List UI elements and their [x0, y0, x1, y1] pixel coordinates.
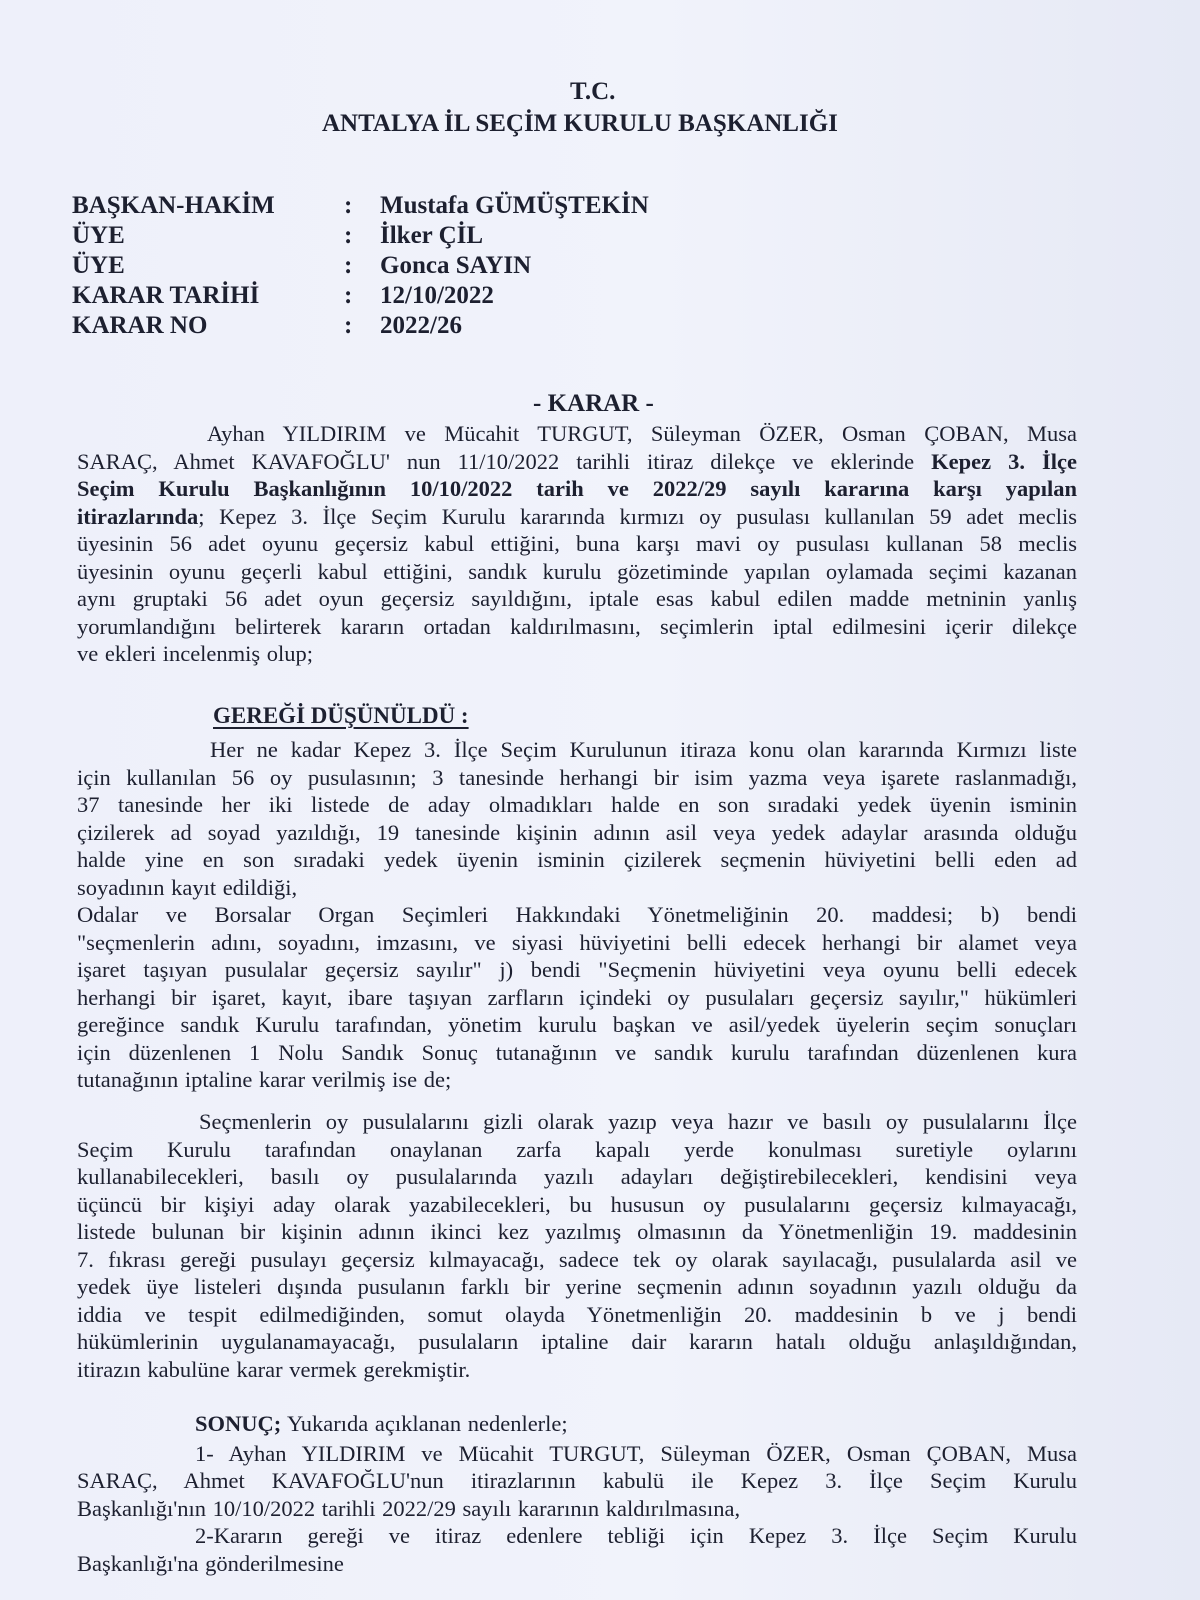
- meta-label: ÜYE: [72, 222, 125, 249]
- text-line: üyesinin oyunu geçerli kabul ettiğini, sandık kurulu gözetiminde yapılan oylamada seçimi kazanan: [77, 558, 1077, 584]
- text-line: ve ekleri incelenmiş olup;: [77, 641, 314, 666]
- meta-label: KARAR NO: [72, 312, 208, 339]
- meta-label: KARAR TARİHİ: [72, 282, 260, 309]
- text-line: 7. fıkrası gereği pusulayı geçersiz kılmayacağı, sadece tek oy olarak sayılacağı, pusulalarda asil ve: [77, 1246, 1077, 1272]
- bold-span: itirazlarında: [77, 503, 199, 529]
- text-line: yorumlandığını belirterek kararın ortadan kaldırılmasını, seçimlerin iptal edilmesini içerir dilekçe: [77, 613, 1077, 639]
- text-line: soyadının kayıt edildiği,: [77, 874, 298, 900]
- text-line: Ayhan YILDIRIM ve Mücahit TURGUT, Süleyman ÖZER, Osman ÇOBAN, Musa: [207, 421, 1077, 446]
- text-line: yedek üye listeleri dışında pusulanın farklı bir yerine seçmenin adının soyadının yazılı olduğu da: [77, 1274, 1077, 1299]
- text-line: Seçim Kurulu Başkanlığının 10/10/2022 tarih ve 2022/29 sayılı kararına karşı yapılan: [77, 476, 1077, 501]
- text-line: kullanabilecekleri, basılı oy pusulalarında yazılı adayları değiştirebilecekleri, kendisini veya: [77, 1164, 1077, 1189]
- text-line: [77, 448, 1077, 476]
- text-line: tutanağının iptaline karar verilmiş ise de;: [77, 1067, 452, 1092]
- meta-colon: :: [344, 282, 353, 309]
- text-line: iddia ve tespit edilmediğinden, somut olayda Yönetmenliğin 20. maddesinin b ve j bendi: [77, 1301, 1077, 1327]
- text-line: Her ne kadar Kepez 3. İlçe Seçim Kurulunun itiraza konu olan kararında Kırmızı liste: [210, 737, 1077, 762]
- meta-label: BAŞKAN-HAKİM: [72, 192, 275, 219]
- text-line: çizilerek ad soyad yazıldığı, 19 tanesinde kişinin adının asil veya yedek adaylar arasında olduğu: [77, 819, 1077, 845]
- text-line: herhangi bir işaret, kayıt, ibare taşıyan zarfların içindeki oy pusulaları geçersiz sayılır," hükümleri: [77, 984, 1077, 1010]
- result-heading: SONUÇ;: [195, 1411, 282, 1436]
- text-line: Seçim Kurulu tarafından onaylanan zarfa kapalı yerde konulması suretiyle oylarını: [77, 1136, 1077, 1162]
- bold-span: Kepez 3. İlçe: [931, 448, 1077, 474]
- section-heading: GEREĞİ DÜŞÜNÜLDÜ :: [213, 703, 469, 728]
- text-line: için kullanılan 56 oy pusulasının; 3 tanesinde herhangi bir isim yazma veya işarete raslanmadığı,: [77, 764, 1077, 790]
- meta-colon: :: [344, 312, 353, 339]
- meta-colon: :: [344, 222, 353, 249]
- text-line: işaret taşıyan pusulalar geçersiz sayılır" j) bendi "Seçmenin hüviyetini veya oyunu belli edecek: [77, 957, 1077, 982]
- text-line: 37 tanesinde her iki listede de aday olmadıkları halde en son sıradaki yedek üyenin isminin: [77, 792, 1077, 817]
- header-tc: T.C.: [570, 78, 616, 105]
- text-line: gereğince sandık Kurulu tarafından, yönetim kurulu başkan ve asil/yedek üyelerin seçim sonuçları: [77, 1012, 1077, 1037]
- reasoning-paragraph-2: [77, 1108, 1077, 1383]
- text-line: SARAÇ, Ahmet KAVAFOĞLU'nun itirazlarının kabulü ile Kepez 3. İlçe Seçim Kurulu: [77, 1468, 1077, 1493]
- text-line: [77, 503, 1077, 531]
- meta-colon: :: [344, 252, 353, 279]
- text-line: Başkanlığı'nın 10/10/2022 tarihli 2022/29 sayılı kararının kaldırılmasına,: [77, 1495, 741, 1521]
- meta-value: Mustafa GÜMÜŞTEKİN: [380, 192, 649, 219]
- text-line: Seçmenlerin oy pusulalarını gizli olarak yazıp veya hazır ve basılı oy pusulalarını İlçe: [199, 1109, 1077, 1134]
- text-line: 2-Kararın gereği ve itiraz edenlere tebliği için Kepez 3. İlçe Seçim Kurulu: [195, 1523, 1077, 1548]
- text-line: halde yine en son sıradaki yedek üyenin isminin çizilerek seçmenin hüviyetini belli eden ad: [77, 847, 1077, 872]
- meta-colon: :: [344, 192, 353, 219]
- text-span: SARAÇ, Ahmet KAVAFOĞLU' nun 11/10/2022 tarihli itiraz dilekçe ve eklerinde: [77, 448, 932, 474]
- text-line: aynı gruptaki 56 adet oyun geçersiz sayıldığını, iptale esas kabul edilen madde metninin yanlış: [77, 586, 1077, 611]
- text-line: itirazın kabulüne karar vermek gerekmiştir.: [77, 1356, 471, 1382]
- meta-label: ÜYE: [72, 252, 125, 279]
- intro-paragraph: [77, 420, 1077, 668]
- meta-value: Gonca SAYIN: [380, 252, 532, 279]
- text-line: için düzenlenen 1 Nolu Sandık Sonuç tutanağının ve sandık kurulu tarafından düzenlenen kura: [77, 1039, 1077, 1065]
- result-section: [77, 1410, 1077, 1577]
- decision-title: - KARAR -: [533, 390, 654, 417]
- text-line: 1- Ayhan YILDIRIM ve Mücahit TURGUT, Süleyman ÖZER, Osman ÇOBAN, Musa: [195, 1440, 1077, 1466]
- text-line: hükümlerinin uygulanamayacağı, pusulaların iptaline dair kararın hatalı olduğu anlaşıldığından,: [77, 1329, 1077, 1354]
- meta-value: İlker ÇİL: [380, 222, 484, 249]
- meta-value: 2022/26: [380, 312, 462, 339]
- text-line: üçüncü bir kişiyi aday olarak yazabilecekleri, bu hususun oy pusulalarını geçersiz kılmayacağı,: [77, 1191, 1077, 1217]
- text-span: Yukarıda açıklanan nedenlerle;: [281, 1411, 568, 1436]
- meta-value: 12/10/2022: [380, 282, 494, 309]
- result-heading-line: [77, 1410, 1077, 1438]
- header-institution: ANTALYA İL SEÇİM KURULU BAŞKANLIĞI: [322, 110, 838, 137]
- text-line: "seçmenlerin adını, soyadını, imzasını, ve siyasi hüviyetini belli edecek herhangi bir alamet veya: [77, 929, 1077, 955]
- reasoning-paragraph: [77, 736, 1077, 1094]
- text-span: ; Kepez 3. İlçe Seçim Kurulu kararında kırmızı oy pusulası kullanılan 59 adet meclis: [198, 503, 1077, 529]
- text-line: Odalar ve Borsalar Organ Seçimleri Hakkındaki Yönetmeliğinin 20. maddesi; b) bendi: [77, 902, 1077, 927]
- text-line: üyesinin 56 adet oyunu geçersiz kabul ettiğini, buna karşı mavi oy pusulası kullanan 58 meclis: [77, 531, 1077, 556]
- text-line: listede bulunan bir kişinin adının ikinci kez yazılmış olmasının da Yönetmenliğin 19. maddesinin: [77, 1219, 1077, 1244]
- text-line: Başkanlığı'na gönderilmesine: [77, 1550, 344, 1576]
